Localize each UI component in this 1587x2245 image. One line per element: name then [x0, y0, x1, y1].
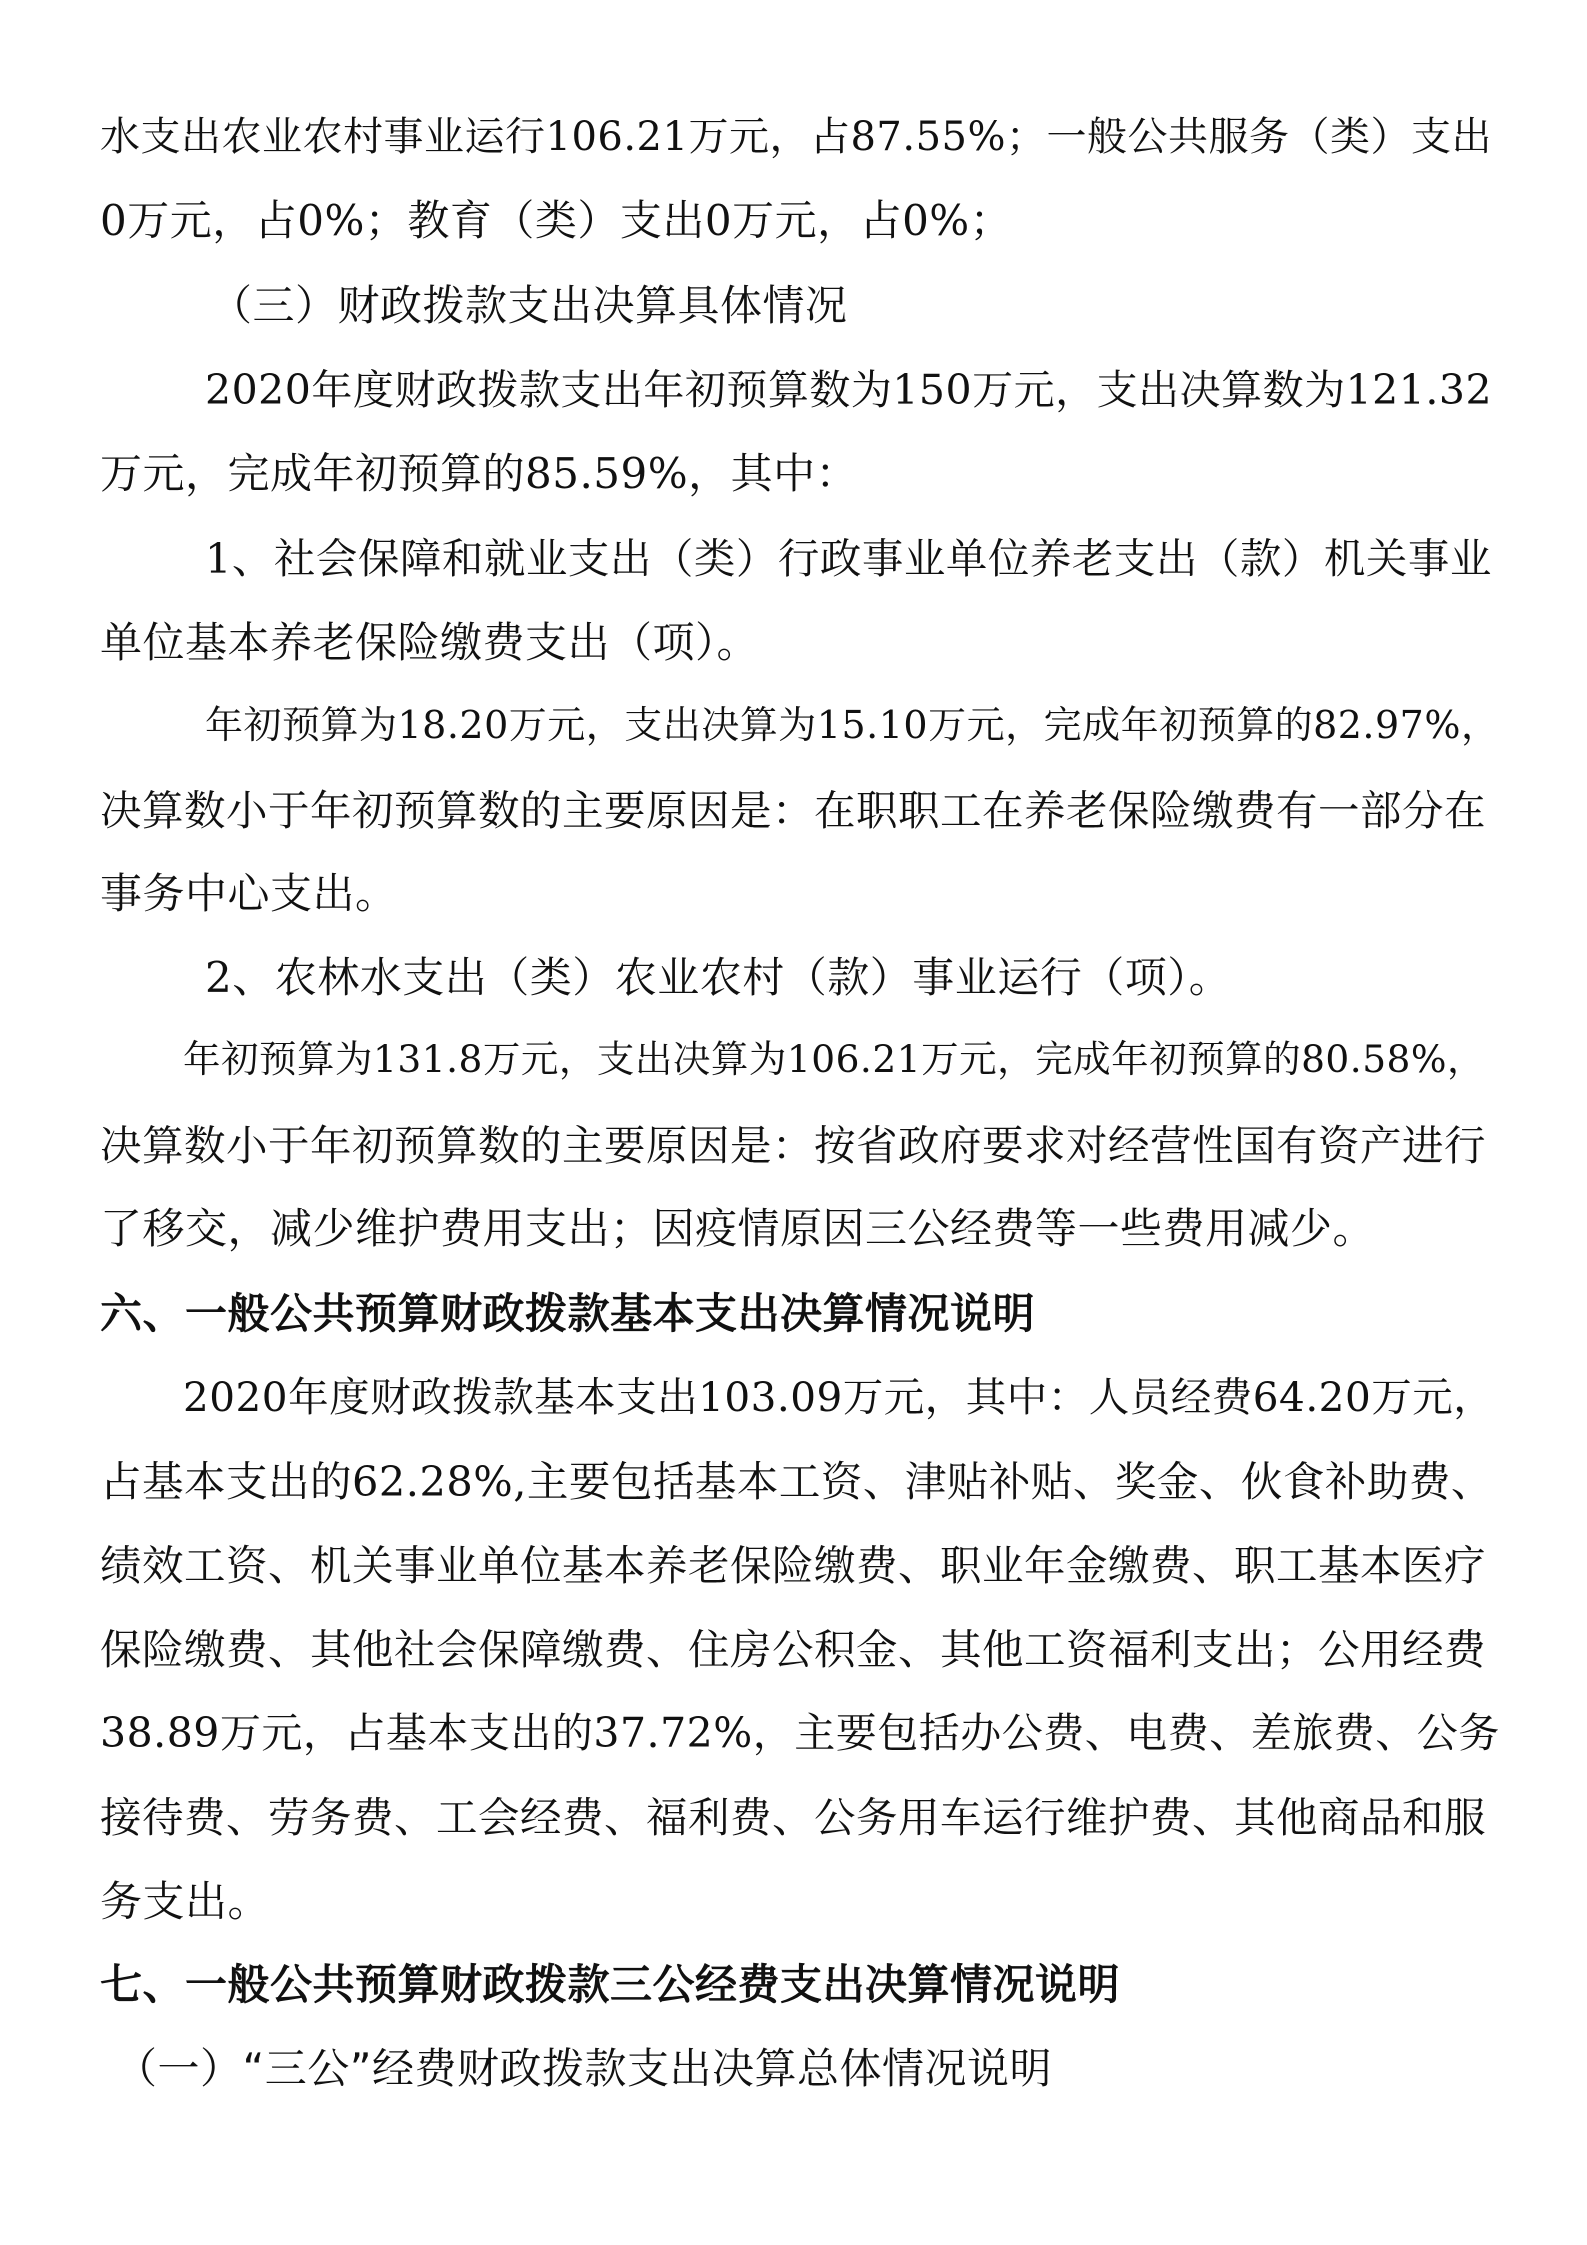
paragraph-line: 占基本支出的62.28%,主要包括基本工资、津贴补贴、奖金、伙食补助费、: [100, 1457, 1493, 1506]
section-subheading: （一）“三公”经费财政拨款支出决算总体情况说明: [115, 2044, 1053, 2093]
paragraph-line: 2020年度财政拨款支出年初预算数为150万元，支出决算数为121.32: [205, 366, 1493, 414]
paragraph-line: 年初预算为18.20万元，支出决算为15.10万元，完成年初预算的82.97%，: [205, 703, 1500, 747]
paragraph-line: 务支出。: [100, 1877, 271, 1926]
paragraph-line: 2020年度财政拨款基本支出103.09万元，其中：人员经费64.20万元，: [183, 1373, 1495, 1421]
paragraph-line: 水支出农业农村事业运行106.21万元，占87.55%；一般公共服务（类）支出: [100, 114, 1492, 160]
paragraph-line: 事务中心支出。: [100, 869, 398, 918]
paragraph-line: 2、农林水支出（类）农业农村（款）事业运行（项）。: [205, 953, 1232, 1002]
paragraph-line: 接待费、劳务费、工会经费、福利费、公务用车运行维护费、其他商品和服: [100, 1793, 1487, 1842]
paragraph-line: 万元，完成年初预算的85.59%，其中：: [100, 449, 859, 498]
paragraph-line: 年初预算为131.8万元，支出决算为106.21万元，完成年初预算的80.58%，: [183, 1037, 1486, 1081]
section-subheading: （三）财政拨款支出决算具体情况: [210, 281, 848, 330]
paragraph-line: 绩效工资、机关事业单位基本养老保险缴费、职业年金缴费、职工基本医疗: [100, 1541, 1487, 1590]
paragraph-line: 单位基本养老保险缴费支出（项）。: [100, 618, 760, 667]
paragraph-line: 0万元，占0%；教育（类）支出0万元，占0%；: [100, 196, 1013, 245]
paragraph-line: 了移交，减少维护费用支出；因疫情原因三公经费等一些费用减少。: [100, 1204, 1376, 1253]
paragraph-line: 38.89万元，占基本支出的37.72%，主要包括办公费、电费、差旅费、公务: [100, 1709, 1500, 1757]
section-heading: 六、一般公共预算财政拨款基本支出决算情况说明: [100, 1289, 1036, 1338]
paragraph-line: 决算数小于年初预算数的主要原因是：按省政府要求对经营性国有资产进行: [100, 1121, 1487, 1170]
section-heading: 七、一般公共预算财政拨款三公经费支出决算情况说明: [100, 1960, 1121, 2009]
paragraph-line: 决算数小于年初预算数的主要原因是：在职职工在养老保险缴费有一部分在: [100, 786, 1487, 835]
paragraph-line: 1、社会保障和就业支出（类）行政事业单位养老支出（款）机关事业: [205, 534, 1492, 583]
paragraph-line: 保险缴费、其他社会保障缴费、住房公积金、其他工资福利支出；公用经费: [100, 1625, 1487, 1674]
